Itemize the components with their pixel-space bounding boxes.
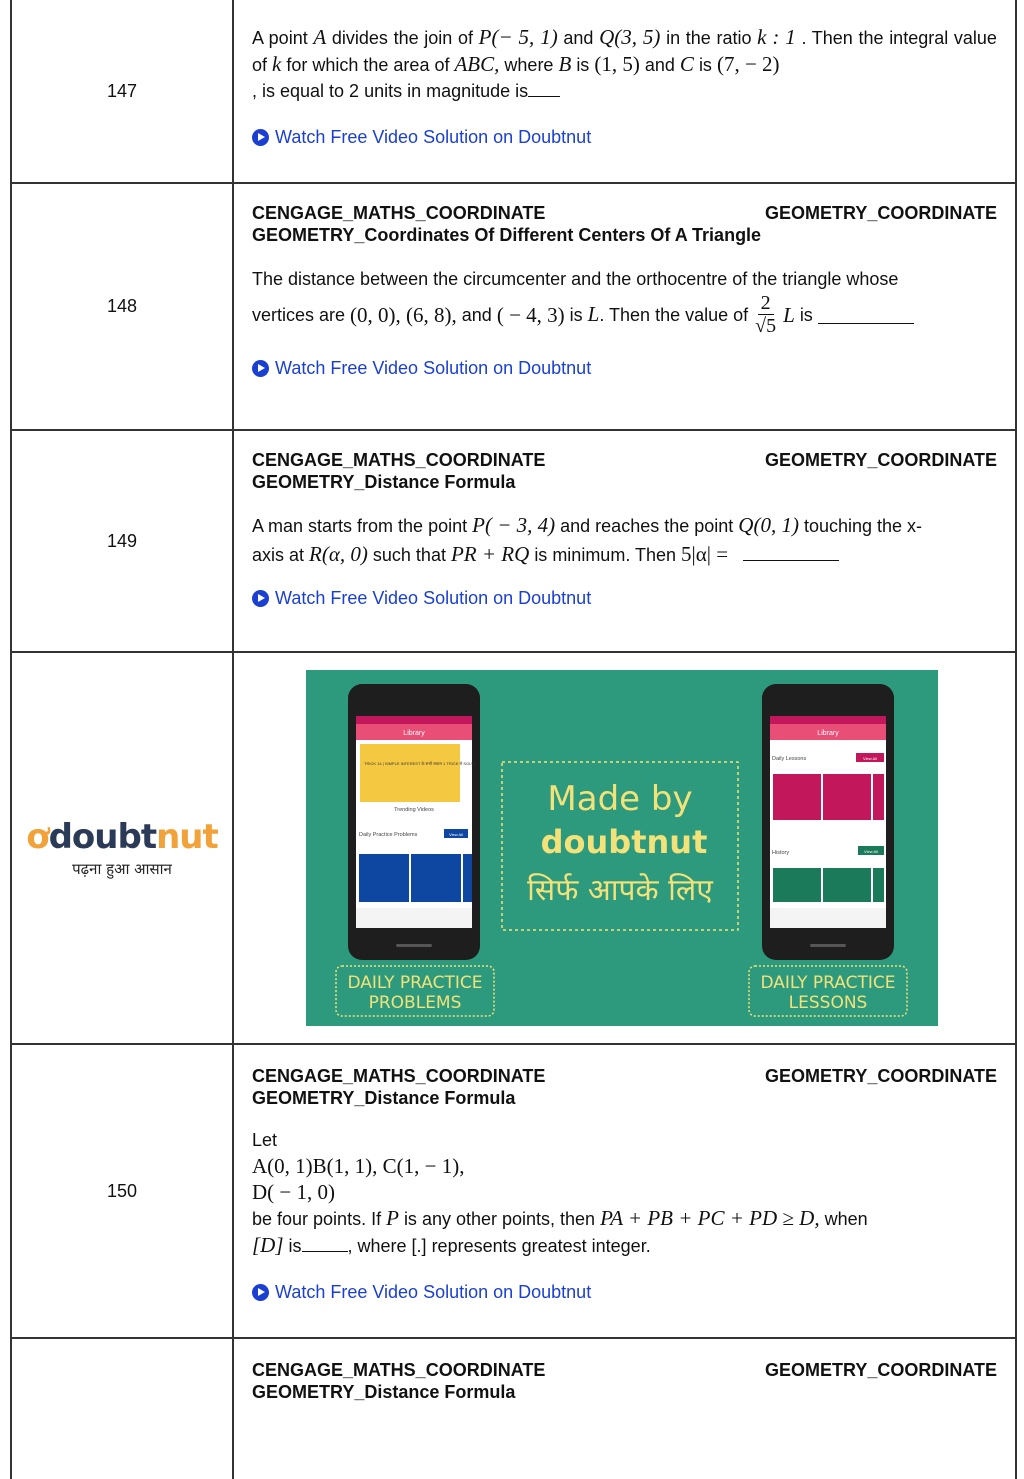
left-caption-1: DAILY PRACTICE xyxy=(347,973,483,993)
question-cell xyxy=(234,0,1015,182)
phone-right-title: Library xyxy=(817,730,839,737)
right-caption-2: LESSONS xyxy=(788,993,868,1013)
phone-right-section2: History xyxy=(772,850,790,856)
question-number: 150 xyxy=(12,1045,234,1337)
watch-video-link[interactable]: Watch Free Video Solution on Doubtnut xyxy=(252,585,997,611)
question-row-151 xyxy=(12,1339,1015,1479)
phone-left-trending: Trending Videos xyxy=(394,807,434,813)
play-circle-icon xyxy=(252,1284,269,1301)
fraction: $\frac{2}{√5}$ xyxy=(755,292,777,337)
phone-right xyxy=(762,684,894,960)
phone-right-view-all-1: View All xyxy=(863,756,877,761)
answer-blank xyxy=(302,1233,348,1252)
brand-text-b: nut xyxy=(646,823,708,861)
question-text: Let A(0, 1)B(1, 1), C(1, − 1), D( − 1, 0) be four points. If P is any other points, then PA + PB + PC + PD ≥ D, when [D] is , where [.] represents greatest integer. xyxy=(252,1130,868,1257)
doubtnut-logo: ơdoubtnut पढ़ना हुआ आसान xyxy=(12,653,234,1043)
question-number: 149 xyxy=(12,431,234,651)
question-number: 147 xyxy=(12,0,234,182)
phone-left-title: Library xyxy=(403,730,425,737)
category-header: CENGAGE_MATHS_COORDINATE GEOMETRY_COORDINATE GEOMETRY_Distance Formula xyxy=(252,450,997,492)
question-table xyxy=(10,0,1017,1479)
made-by-text: Made by xyxy=(547,779,693,819)
question-row-149 xyxy=(12,431,1015,653)
question-cell xyxy=(234,1045,1015,1337)
promo-banner-cell xyxy=(234,653,1015,1043)
brand-text xyxy=(541,823,708,861)
question-cell xyxy=(234,1339,1015,1479)
promo-row xyxy=(12,653,1015,1045)
answer-blank xyxy=(743,542,839,561)
answer-blank xyxy=(528,78,560,97)
question-number-empty xyxy=(12,1339,234,1479)
question-text: A man starts from the point P( − 3, 4) and reaches the point Q(0, 1) touching the x- axis at R(α, 0) such that PR + RQ is minimum. Then 5|α| = xyxy=(252,513,923,566)
question-cell xyxy=(234,184,1015,429)
left-caption-2: PROBLEMS xyxy=(368,993,462,1013)
hindi-tagline: सिर्फ आपके लिए xyxy=(527,873,713,908)
watch-video-link[interactable]: Watch Free Video Solution on Doubtnut xyxy=(252,355,997,381)
phone-left xyxy=(348,684,480,960)
category-header: CENGAGE_MATHS_COORDINATE GEOMETRY_COORDINATE GEOMETRY_Distance Formula xyxy=(252,1360,997,1402)
question-text: A point A divides the join of P(− 5, 1) and Q(3, 5) in the ratio k : 1 . Then the integral value of k for which the area of ABC, where B is (1, 5) and C is (7, − 2) , is equal to 2 units in magnitude is xyxy=(252,25,997,101)
question-text: The distance between the circumcenter and the orthocentre of the triangle whose vertices are (0, 0), (6, 8), and ( − 4, 3) is L. Then the value of $\frac{2}{√5}$ L is xyxy=(252,266,997,337)
watch-video-link[interactable]: Watch Free Video Solution on Doubtnut xyxy=(252,1279,997,1305)
phone-left-view-all: View All xyxy=(449,832,463,837)
question-number: 148 xyxy=(12,184,234,429)
play-circle-icon xyxy=(252,129,269,146)
phone-left-section: Daily Practice Problems xyxy=(359,832,418,838)
phone-right-view-all-2: View All xyxy=(864,849,878,854)
question-row-150 xyxy=(12,1045,1015,1339)
logo-wordmark: ơdoubtnut xyxy=(26,817,218,857)
category-header: CENGAGE_MATHS_COORDINATE GEOMETRY_COORDINATE GEOMETRY_Distance Formula xyxy=(252,1066,997,1108)
phone-right-section1: Daily Lessons xyxy=(772,756,807,762)
right-caption-1: DAILY PRACTICE xyxy=(760,973,896,993)
question-cell xyxy=(234,431,1015,651)
watch-video-link[interactable]: Watch Free Video Solution on Doubtnut xyxy=(252,124,997,150)
play-circle-icon xyxy=(252,360,269,377)
question-row-147 xyxy=(12,0,1015,184)
logo-mark-icon: ơ xyxy=(26,817,49,857)
brand-text-a: doubt xyxy=(540,823,647,861)
play-circle-icon xyxy=(252,590,269,607)
category-header: CENGAGE_MATHS_COORDINATE GEOMETRY_COORDINATE GEOMETRY_Coordinates Of Different Centers Of A Triangle xyxy=(252,203,997,245)
phone-left-card: TRICK 14 | SIMPLE INTEREST के सभी सवाल 1 TRICK से SOLVE xyxy=(364,761,477,766)
answer-blank xyxy=(818,305,914,324)
question-row-148 xyxy=(12,184,1015,431)
promo-banner[interactable] xyxy=(306,670,938,1026)
